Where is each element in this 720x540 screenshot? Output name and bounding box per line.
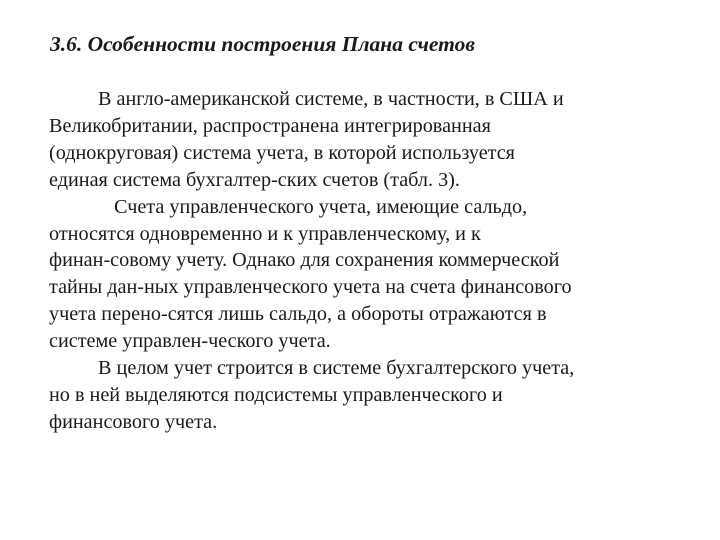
text-line: (однокруговая) система учета, в которой используется <box>49 141 515 164</box>
text-line: тайны дан-ных управленческого учета на счета финансового <box>49 276 572 299</box>
slide-title: 3.6. Особенности построения Плана счетов <box>50 32 475 56</box>
text-line: Счета управленческого учета, имеющие сальдо, <box>114 195 528 218</box>
paragraph-1 <box>49 86 689 194</box>
text-line: учета перено-сятся лишь сальдо, а обороты отражаются в <box>49 303 547 326</box>
text-line: системе управлен-ческого учета. <box>49 330 331 353</box>
text-line: В англо-американской системе, в частности, в США и <box>98 88 564 110</box>
text-line: финан-совому учету. Однако для сохранения коммерческой <box>49 249 560 272</box>
text-line: финансового учета. <box>49 410 218 433</box>
slide-body <box>49 86 689 436</box>
text-line: но в ней выделяются подсистемы управленческого и <box>49 383 503 406</box>
text-line: Великобритании, распространена интегрированная <box>49 114 491 137</box>
paragraph-2 <box>49 194 689 355</box>
paragraph-3 <box>49 355 689 436</box>
text-line: единая система бухгалтер-ских счетов (табл. 3). <box>49 168 460 191</box>
text-line: относятся одновременно и к управленческому, и к <box>49 222 481 245</box>
text-line: В целом учет строится в системе бухгалтерского учета, <box>98 357 575 380</box>
